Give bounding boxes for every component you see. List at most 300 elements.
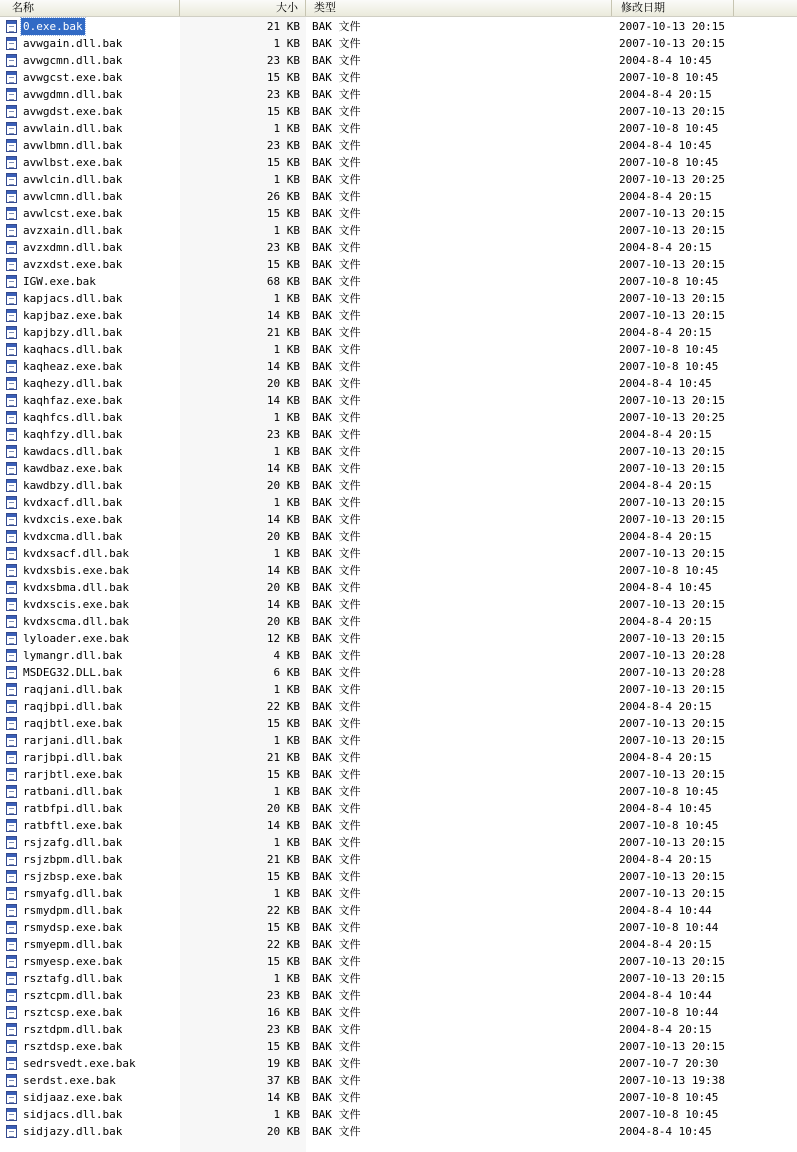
file-row[interactable]: [0, 834, 797, 851]
file-icon: [6, 1125, 17, 1138]
file-row[interactable]: [0, 120, 797, 137]
file-row[interactable]: [0, 375, 797, 392]
file-name[interactable]: sedrsvedt.exe.bak: [23, 1057, 136, 1070]
file-name[interactable]: avwlcst.exe.bak: [23, 207, 123, 220]
file-size: 21 KB: [266, 20, 300, 33]
file-name[interactable]: kvdxcis.exe.bak: [23, 513, 123, 526]
file-icon: [6, 683, 17, 696]
file-size: 20 KB: [266, 530, 300, 543]
file-row[interactable]: [0, 698, 797, 715]
file-icon: [6, 513, 17, 526]
file-row[interactable]: [0, 460, 797, 477]
file-size: 1 KB: [273, 683, 300, 696]
file-name[interactable]: kvdxcma.dll.bak: [23, 530, 123, 543]
file-name[interactable]: raqjbpi.dll.bak: [23, 700, 123, 713]
file-icon: [6, 275, 17, 288]
file-size: 14 KB: [266, 394, 300, 407]
file-size: 20 KB: [266, 615, 300, 628]
file-name[interactable]: avwgcmn.dll.bak: [23, 54, 123, 67]
file-row[interactable]: [0, 1021, 797, 1038]
file-icon: [6, 1006, 17, 1019]
file-name[interactable]: avwlbst.exe.bak: [23, 156, 123, 169]
file-modified: 2004-8-4 20:15: [619, 530, 712, 543]
file-icon: [6, 156, 17, 169]
file-modified: 2007-10-8 10:45: [619, 275, 719, 288]
file-name[interactable]: rsjzbsp.exe.bak: [23, 870, 123, 883]
file-name[interactable]: avwgdmn.dll.bak: [23, 88, 123, 101]
file-modified: 2004-8-4 20:15: [619, 241, 712, 254]
file-type: BAK 文件: [312, 275, 361, 288]
file-name[interactable]: rarjani.dll.bak: [23, 734, 123, 747]
file-icon: [6, 768, 17, 781]
file-row[interactable]: [0, 970, 797, 987]
file-name[interactable]: lyloader.exe.bak: [23, 632, 129, 645]
file-modified: 2007-10-8 10:45: [619, 819, 719, 832]
file-name[interactable]: kapjbzy.dll.bak: [23, 326, 123, 339]
file-modified: 2007-10-8 10:45: [619, 360, 719, 373]
file-name[interactable]: serdst.exe.bak: [23, 1074, 116, 1087]
file-row[interactable]: [0, 987, 797, 1004]
file-row[interactable]: [0, 630, 797, 647]
file-type: BAK 文件: [312, 547, 361, 560]
file-modified: 2007-10-8 10:44: [619, 1006, 719, 1019]
file-row[interactable]: [0, 86, 797, 103]
file-name[interactable]: avwgain.dll.bak: [23, 37, 123, 50]
file-row[interactable]: [0, 1004, 797, 1021]
file-size: 1 KB: [273, 547, 300, 560]
file-size: 14 KB: [266, 513, 300, 526]
file-type: BAK 文件: [312, 564, 361, 577]
file-type: BAK 文件: [312, 411, 361, 424]
file-size: 20 KB: [266, 1125, 300, 1138]
file-name[interactable]: avwlcmn.dll.bak: [23, 190, 123, 203]
file-size: 23 KB: [266, 54, 300, 67]
file-size: 15 KB: [266, 1040, 300, 1053]
file-name[interactable]: rsztafg.dll.bak: [23, 972, 123, 985]
column-header-modified[interactable]: 修改日期: [612, 0, 734, 16]
file-modified: 2004-8-4 20:15: [619, 853, 712, 866]
file-type: BAK 文件: [312, 598, 361, 611]
file-size: 15 KB: [266, 71, 300, 84]
file-name[interactable]: kaqhezy.dll.bak: [23, 377, 123, 390]
file-icon: [6, 955, 17, 968]
file-icon: [6, 173, 17, 186]
file-size: 20 KB: [266, 377, 300, 390]
file-icon: [6, 1023, 17, 1036]
file-icon: [6, 71, 17, 84]
file-icon: [6, 258, 17, 271]
file-size: 23 KB: [266, 139, 300, 152]
file-modified: 2007-10-13 20:15: [619, 394, 725, 407]
file-modified: 2004-8-4 10:45: [619, 377, 712, 390]
file-name[interactable]: rsmydsp.exe.bak: [23, 921, 123, 934]
file-row[interactable]: [0, 222, 797, 239]
file-modified: 2004-8-4 20:15: [619, 751, 712, 764]
file-name[interactable]: lymangr.dll.bak: [23, 649, 123, 662]
file-row[interactable]: [0, 443, 797, 460]
file-modified: 2007-10-13 20:15: [619, 887, 725, 900]
file-modified: 2007-10-13 20:25: [619, 173, 725, 186]
file-modified: 2004-8-4 20:15: [619, 190, 712, 203]
file-modified: 2007-10-7 20:30: [619, 1057, 719, 1070]
file-size: 1 KB: [273, 292, 300, 305]
file-type: BAK 文件: [312, 853, 361, 866]
file-icon: [6, 411, 17, 424]
file-size: 23 KB: [266, 88, 300, 101]
file-type: BAK 文件: [312, 156, 361, 169]
file-row[interactable]: [0, 613, 797, 630]
file-icon: [6, 309, 17, 322]
file-modified: 2007-10-13 20:15: [619, 1040, 725, 1053]
file-name[interactable]: IGW.exe.bak: [23, 275, 96, 288]
file-type: BAK 文件: [312, 751, 361, 764]
file-type: BAK 文件: [312, 445, 361, 458]
file-icon: [6, 377, 17, 390]
file-name[interactable]: kvdxscma.dll.bak: [23, 615, 129, 628]
file-modified: 2004-8-4 10:45: [619, 581, 712, 594]
file-type: BAK 文件: [312, 1040, 361, 1053]
file-type: BAK 文件: [312, 207, 361, 220]
file-type: BAK 文件: [312, 955, 361, 968]
file-row[interactable]: [0, 341, 797, 358]
file-name[interactable]: avzxain.dll.bak: [23, 224, 123, 237]
file-name[interactable]: ratbani.dll.bak: [23, 785, 123, 798]
file-type: BAK 文件: [312, 20, 361, 33]
file-row[interactable]: [0, 715, 797, 732]
file-type: BAK 文件: [312, 1006, 361, 1019]
file-name[interactable]: kvdxsbis.exe.bak: [23, 564, 129, 577]
file-name[interactable]: avzxdst.exe.bak: [23, 258, 123, 271]
file-modified: 2007-10-8 10:45: [619, 343, 719, 356]
file-icon: [6, 1040, 17, 1053]
file-icon: [6, 224, 17, 237]
file-row[interactable]: [0, 1123, 797, 1140]
file-modified: 2004-8-4 20:15: [619, 326, 712, 339]
file-size: 1 KB: [273, 37, 300, 50]
file-name[interactable]: rsmyesp.exe.bak: [23, 955, 123, 968]
file-name[interactable]: rsztcpm.dll.bak: [23, 989, 123, 1002]
file-row[interactable]: [0, 18, 797, 35]
column-header-size[interactable]: 大小: [180, 0, 306, 16]
file-name[interactable]: MSDEG32.DLL.bak: [23, 666, 123, 679]
file-icon: [6, 1108, 17, 1121]
file-name[interactable]: kvdxsacf.dll.bak: [23, 547, 129, 560]
file-modified: 2007-10-13 20:15: [619, 734, 725, 747]
file-modified: 2007-10-13 20:15: [619, 955, 725, 968]
file-modified: 2007-10-13 20:15: [619, 20, 725, 33]
file-name[interactable]: ratbftl.exe.bak: [23, 819, 123, 832]
file-name[interactable]: rarjbtl.exe.bak: [23, 768, 123, 781]
file-name[interactable]: raqjbtl.exe.bak: [23, 717, 123, 730]
file-row[interactable]: [0, 681, 797, 698]
file-size: 16 KB: [266, 1006, 300, 1019]
file-row[interactable]: [0, 205, 797, 222]
file-name[interactable]: rsztdpm.dll.bak: [23, 1023, 123, 1036]
file-row[interactable]: [0, 103, 797, 120]
file-row[interactable]: [0, 732, 797, 749]
file-size: 15 KB: [266, 955, 300, 968]
file-name[interactable]: kawdbaz.exe.bak: [23, 462, 123, 475]
file-type: BAK 文件: [312, 1091, 361, 1104]
column-header-name[interactable]: 名称: [0, 0, 180, 16]
file-row[interactable]: [0, 579, 797, 596]
file-size: 15 KB: [266, 717, 300, 730]
file-row[interactable]: [0, 664, 797, 681]
file-name[interactable]: sidjaaz.exe.bak: [23, 1091, 123, 1104]
file-size: 23 KB: [266, 241, 300, 254]
file-modified: 2007-10-13 20:15: [619, 870, 725, 883]
file-row[interactable]: [0, 817, 797, 834]
file-name[interactable]: kawdbzy.dll.bak: [23, 479, 123, 492]
file-row[interactable]: [0, 171, 797, 188]
file-modified: 2004-8-4 20:15: [619, 938, 712, 951]
file-row[interactable]: [0, 851, 797, 868]
file-row[interactable]: [0, 953, 797, 970]
file-modified: 2004-8-4 10:45: [619, 1125, 712, 1138]
file-row[interactable]: [0, 290, 797, 307]
file-name[interactable]: kapjacs.dll.bak: [23, 292, 123, 305]
file-row[interactable]: [0, 494, 797, 511]
file-size: 21 KB: [266, 751, 300, 764]
file-name[interactable]: 0.exe.bak: [23, 20, 83, 33]
file-name[interactable]: kaqheaz.exe.bak: [23, 360, 123, 373]
file-name[interactable]: avwgcst.exe.bak: [23, 71, 123, 84]
column-header-type[interactable]: 类型: [306, 0, 612, 16]
file-name[interactable]: rsmyafg.dll.bak: [23, 887, 123, 900]
file-name[interactable]: kvdxsbma.dll.bak: [23, 581, 129, 594]
file-row[interactable]: [0, 885, 797, 902]
file-row[interactable]: [0, 239, 797, 256]
file-icon: [6, 717, 17, 730]
file-modified: 2004-8-4 20:15: [619, 1023, 712, 1036]
file-name[interactable]: ratbfpi.dll.bak: [23, 802, 123, 815]
file-name[interactable]: kaqhfaz.exe.bak: [23, 394, 123, 407]
file-name[interactable]: kapjbaz.exe.bak: [23, 309, 123, 322]
file-row[interactable]: [0, 596, 797, 613]
file-row[interactable]: [0, 1072, 797, 1089]
file-row[interactable]: [0, 1038, 797, 1055]
file-icon: [6, 853, 17, 866]
file-name[interactable]: rarjbpi.dll.bak: [23, 751, 123, 764]
file-icon: [6, 292, 17, 305]
file-icon: [6, 564, 17, 577]
file-type: BAK 文件: [312, 1057, 361, 1070]
file-type: BAK 文件: [312, 870, 361, 883]
file-size: 14 KB: [266, 360, 300, 373]
file-icon: [6, 921, 17, 934]
file-modified: 2007-10-13 20:15: [619, 496, 725, 509]
file-row[interactable]: [0, 766, 797, 783]
file-size: 19 KB: [266, 1057, 300, 1070]
file-row[interactable]: [0, 426, 797, 443]
file-row[interactable]: [0, 324, 797, 341]
file-name[interactable]: kawdacs.dll.bak: [23, 445, 123, 458]
file-type: BAK 文件: [312, 904, 361, 917]
file-icon: [6, 105, 17, 118]
file-modified: 2004-8-4 10:45: [619, 139, 712, 152]
file-row[interactable]: [0, 358, 797, 375]
file-icon: [6, 802, 17, 815]
file-modified: 2007-10-13 20:15: [619, 105, 725, 118]
file-icon: [6, 666, 17, 679]
file-row[interactable]: [0, 256, 797, 273]
file-type: BAK 文件: [312, 819, 361, 832]
file-icon: [6, 632, 17, 645]
file-type: BAK 文件: [312, 224, 361, 237]
file-type: BAK 文件: [312, 309, 361, 322]
file-size: 15 KB: [266, 921, 300, 934]
file-modified: 2007-10-13 20:15: [619, 309, 725, 322]
file-row[interactable]: [0, 783, 797, 800]
file-type: BAK 文件: [312, 377, 361, 390]
file-icon: [6, 615, 17, 628]
file-type: BAK 文件: [312, 122, 361, 135]
file-name[interactable]: avwgdst.exe.bak: [23, 105, 123, 118]
file-modified: 2007-10-13 20:15: [619, 547, 725, 560]
file-row[interactable]: [0, 392, 797, 409]
file-size: 4 KB: [273, 649, 300, 662]
file-size: 20 KB: [266, 479, 300, 492]
file-name[interactable]: rsjzbpm.dll.bak: [23, 853, 123, 866]
file-type: BAK 文件: [312, 1023, 361, 1036]
file-row[interactable]: [0, 35, 797, 52]
file-size: 1 KB: [273, 785, 300, 798]
file-row[interactable]: [0, 273, 797, 290]
file-name[interactable]: rsztdsp.exe.bak: [23, 1040, 123, 1053]
file-modified: 2007-10-13 20:15: [619, 598, 725, 611]
file-type: BAK 文件: [312, 632, 361, 645]
file-name[interactable]: rsjzafg.dll.bak: [23, 836, 123, 849]
file-name[interactable]: avwlcin.dll.bak: [23, 173, 123, 186]
file-type: BAK 文件: [312, 71, 361, 84]
file-row[interactable]: [0, 1089, 797, 1106]
file-modified: 2007-10-8 10:45: [619, 1091, 719, 1104]
file-type: BAK 文件: [312, 972, 361, 985]
file-type: BAK 文件: [312, 581, 361, 594]
file-size: 6 KB: [273, 666, 300, 679]
file-row[interactable]: [0, 137, 797, 154]
file-size: 1 KB: [273, 1108, 300, 1121]
file-type: BAK 文件: [312, 887, 361, 900]
file-modified: 2007-10-13 20:28: [619, 649, 725, 662]
file-row[interactable]: [0, 528, 797, 545]
file-name[interactable]: rsmyepm.dll.bak: [23, 938, 123, 951]
file-type: BAK 文件: [312, 360, 361, 373]
file-size: 1 KB: [273, 411, 300, 424]
file-row[interactable]: [0, 188, 797, 205]
file-icon: [6, 530, 17, 543]
file-name[interactable]: kaqhfcs.dll.bak: [23, 411, 123, 424]
file-size: 1 KB: [273, 445, 300, 458]
file-size: 37 KB: [266, 1074, 300, 1087]
file-name[interactable]: rsmydpm.dll.bak: [23, 904, 123, 917]
file-modified: 2007-10-13 20:15: [619, 513, 725, 526]
file-modified: 2004-8-4 10:44: [619, 904, 712, 917]
file-modified: 2004-8-4 10:44: [619, 989, 712, 1002]
file-icon: [6, 870, 17, 883]
file-name[interactable]: kvdxacf.dll.bak: [23, 496, 123, 509]
file-name[interactable]: kaqhfzy.dll.bak: [23, 428, 123, 441]
file-icon: [6, 241, 17, 254]
file-row[interactable]: [0, 800, 797, 817]
file-icon: [6, 1091, 17, 1104]
file-row[interactable]: [0, 902, 797, 919]
file-row[interactable]: [0, 562, 797, 579]
file-type: BAK 文件: [312, 666, 361, 679]
file-modified: 2007-10-13 20:28: [619, 666, 725, 679]
file-type: BAK 文件: [312, 37, 361, 50]
file-modified: 2007-10-13 20:15: [619, 717, 725, 730]
file-type: BAK 文件: [312, 700, 361, 713]
file-list: [0, 18, 797, 1140]
file-icon: [6, 734, 17, 747]
file-name[interactable]: raqjani.dll.bak: [23, 683, 123, 696]
file-size: 1 KB: [273, 496, 300, 509]
file-size: 14 KB: [266, 598, 300, 611]
file-row[interactable]: [0, 868, 797, 885]
file-modified: 2007-10-13 19:38: [619, 1074, 725, 1087]
file-icon: [6, 1074, 17, 1087]
file-modified: 2004-8-4 10:45: [619, 54, 712, 67]
file-size: 26 KB: [266, 190, 300, 203]
file-type: BAK 文件: [312, 717, 361, 730]
file-name[interactable]: sidjazy.dll.bak: [23, 1125, 123, 1138]
file-name[interactable]: avwlbmn.dll.bak: [23, 139, 123, 152]
file-row[interactable]: [0, 52, 797, 69]
file-icon: [6, 190, 17, 203]
file-row[interactable]: [0, 477, 797, 494]
file-type: BAK 文件: [312, 258, 361, 271]
file-name[interactable]: rsztcsp.exe.bak: [23, 1006, 123, 1019]
file-icon: [6, 989, 17, 1002]
file-name[interactable]: sidjacs.dll.bak: [23, 1108, 123, 1121]
file-size: 21 KB: [266, 326, 300, 339]
file-icon: [6, 326, 17, 339]
file-row[interactable]: [0, 1055, 797, 1072]
file-row[interactable]: [0, 545, 797, 562]
file-type: BAK 文件: [312, 394, 361, 407]
file-name[interactable]: kvdxscis.exe.bak: [23, 598, 129, 611]
file-type: BAK 文件: [312, 292, 361, 305]
file-row[interactable]: [0, 307, 797, 324]
file-type: BAK 文件: [312, 343, 361, 356]
file-icon: [6, 479, 17, 492]
file-modified: 2007-10-8 10:45: [619, 71, 719, 84]
file-icon: [6, 445, 17, 458]
file-row[interactable]: [0, 511, 797, 528]
file-row[interactable]: [0, 936, 797, 953]
file-name[interactable]: avwlain.dll.bak: [23, 122, 123, 135]
file-size: 15 KB: [266, 768, 300, 781]
file-row[interactable]: [0, 919, 797, 936]
file-row[interactable]: [0, 154, 797, 171]
file-row[interactable]: [0, 647, 797, 664]
file-type: BAK 文件: [312, 496, 361, 509]
file-size: 15 KB: [266, 105, 300, 118]
file-row[interactable]: [0, 409, 797, 426]
file-icon: [6, 88, 17, 101]
file-name[interactable]: avzxdmn.dll.bak: [23, 241, 123, 254]
file-icon: [6, 37, 17, 50]
file-size: 15 KB: [266, 870, 300, 883]
file-row[interactable]: [0, 1106, 797, 1123]
file-icon: [6, 207, 17, 220]
file-row[interactable]: [0, 749, 797, 766]
file-row[interactable]: [0, 69, 797, 86]
file-modified: 2007-10-13 20:15: [619, 972, 725, 985]
file-icon: [6, 428, 17, 441]
file-name[interactable]: kaqhacs.dll.bak: [23, 343, 123, 356]
